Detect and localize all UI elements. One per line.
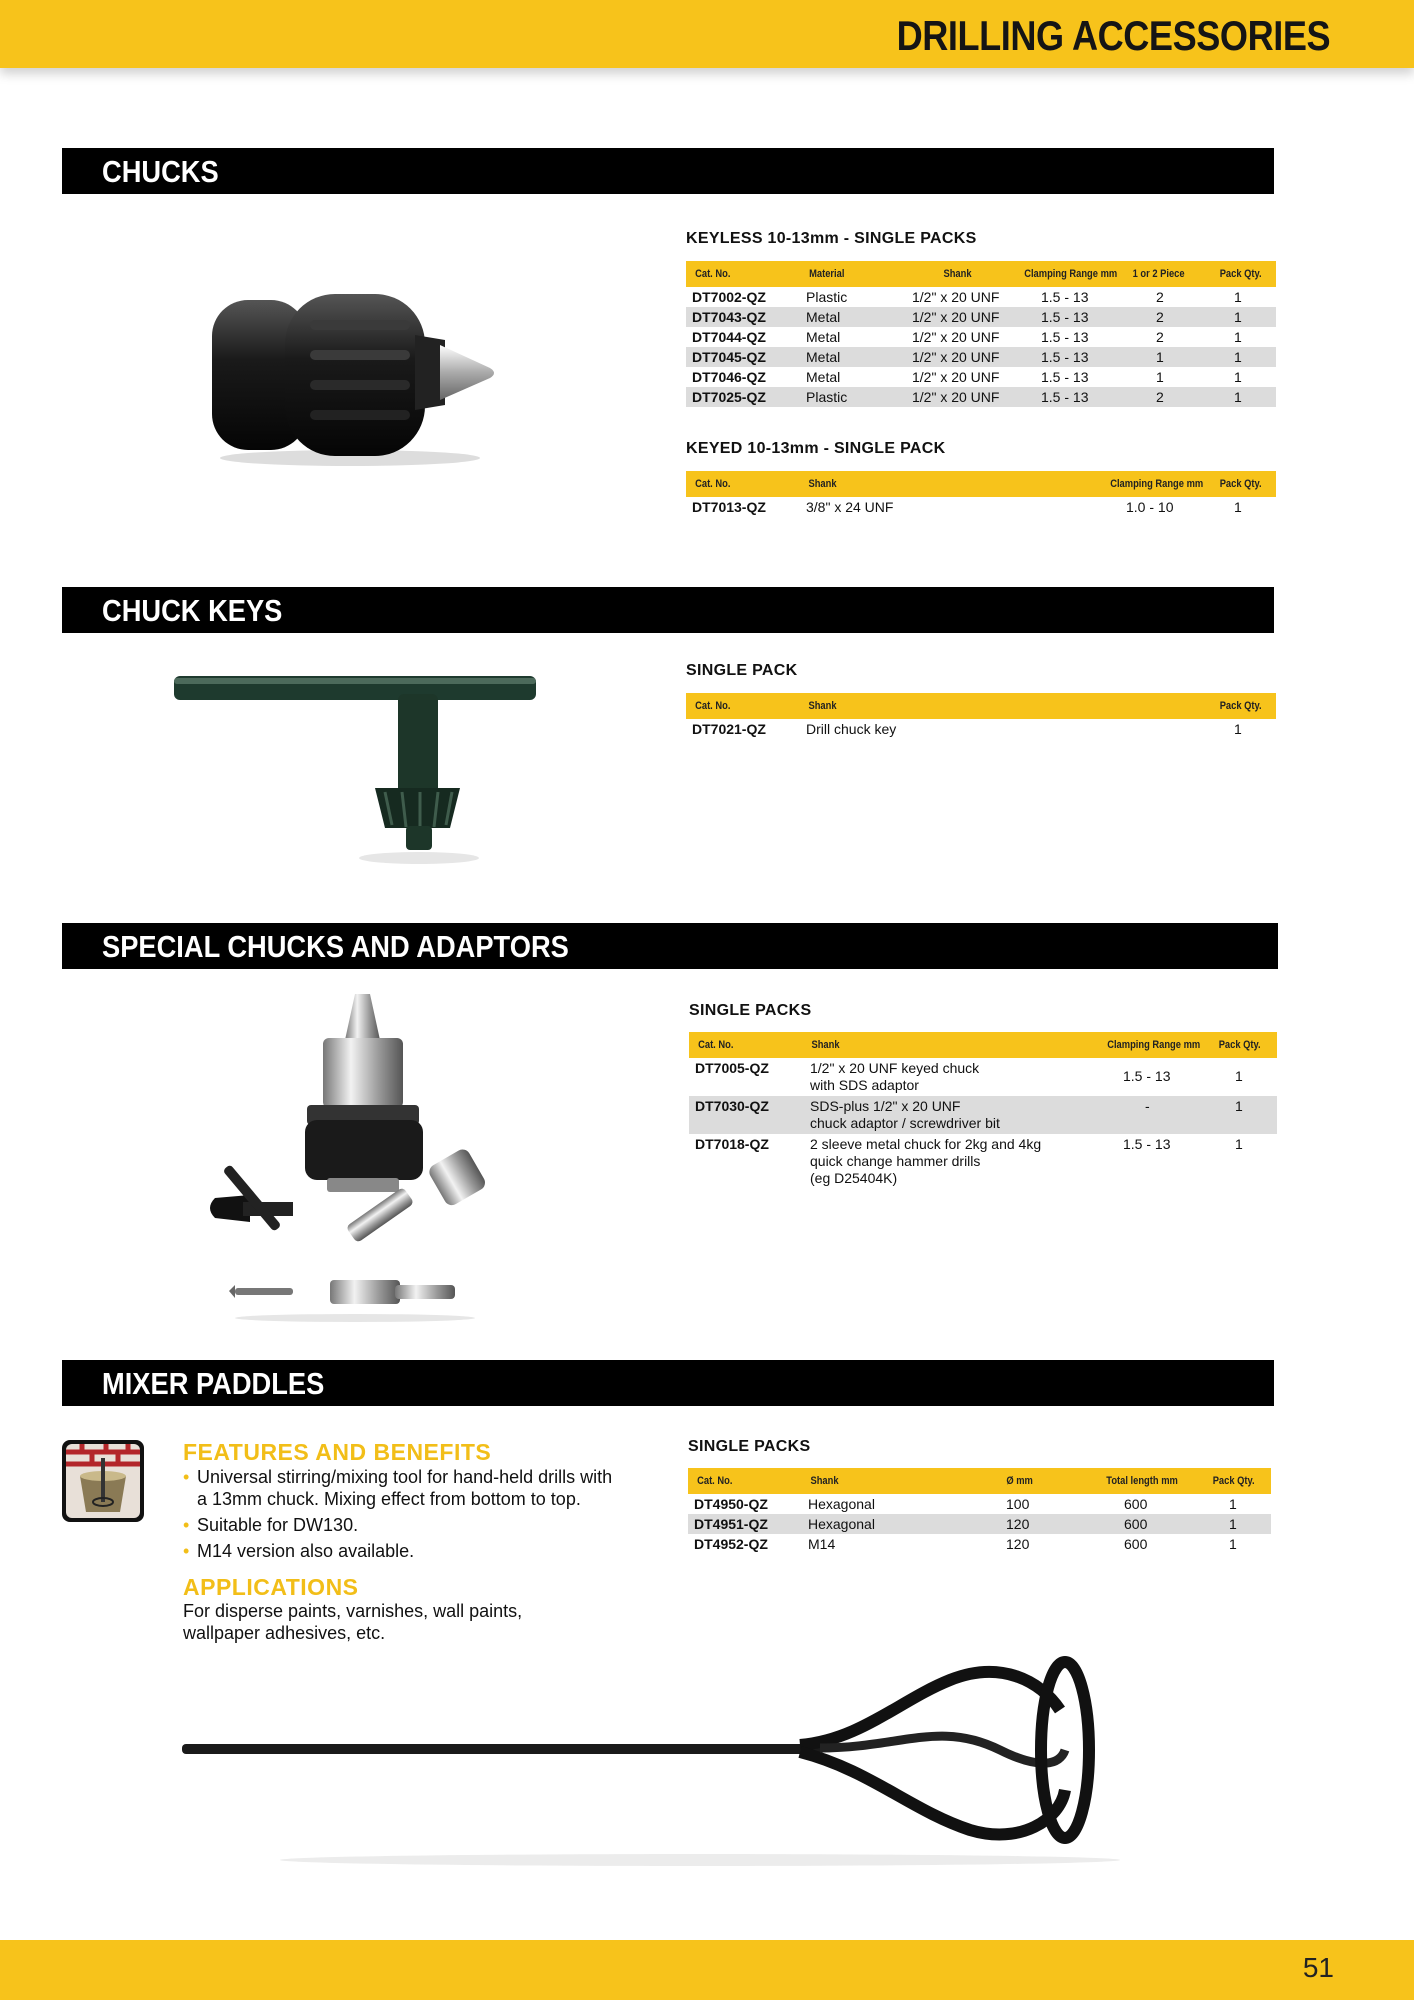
cell: 1 (1234, 369, 1242, 385)
cell: 1 (1235, 1068, 1243, 1084)
mixing-bucket-icon (62, 1440, 144, 1522)
cell: 1/2" x 20 UNF (912, 349, 1000, 365)
col-shank: Shank (808, 478, 837, 490)
section-header-chuck-keys (62, 587, 1274, 633)
cell-cat: DT4952-QZ (694, 1536, 768, 1552)
cell: Hexagonal (808, 1496, 875, 1512)
table-header (686, 471, 1276, 497)
table-header (686, 261, 1276, 287)
cell: (eg D25404K) (810, 1170, 898, 1186)
table-row (688, 1494, 1271, 1514)
col-shank: Shank (808, 700, 837, 712)
cell: 1.5 - 13 (1123, 1136, 1171, 1152)
cell: 1/2" x 20 UNF keyed chuck (810, 1060, 980, 1076)
col-pack-qty: Pack Qty. (1219, 268, 1262, 280)
cell: quick change hammer drills (810, 1153, 981, 1169)
cell: 1/2" x 20 UNF (912, 389, 1000, 405)
cell: 1 (1235, 1136, 1243, 1152)
cell: 1 (1156, 369, 1164, 385)
cell: 1.5 - 13 (1041, 309, 1089, 325)
table-row (686, 307, 1276, 327)
cell: Metal (806, 349, 841, 365)
cell: 1 (1234, 389, 1242, 405)
cell: Plastic (806, 389, 848, 405)
cell-cat: DT7045-QZ (692, 349, 766, 365)
keyless-chuck-image (200, 280, 510, 470)
cell: Drill chuck key (806, 721, 897, 737)
cell: 1.5 - 13 (1041, 329, 1089, 345)
col-clamping: Clamping Range mm (1024, 268, 1118, 280)
cell-cat: DT7043-QZ (692, 309, 766, 325)
section-header-chucks (62, 148, 1274, 194)
col-pack-qty: Pack Qty. (1219, 478, 1262, 490)
cell: 120 (1006, 1516, 1030, 1532)
list-item: • Suitable for DW130. (183, 1514, 623, 1536)
cell: - (1145, 1098, 1150, 1114)
chuck-key-image (170, 670, 540, 870)
table-header (688, 1468, 1271, 1494)
cell: 600 (1124, 1516, 1148, 1532)
cell: 2 sleeve metal chuck for 2kg and 4kg (810, 1136, 1042, 1152)
table-row (689, 1058, 1277, 1096)
cell: 1 (1234, 329, 1242, 345)
cell-cat: DT7013-QZ (692, 499, 766, 515)
col-material: Material (809, 268, 845, 280)
cell: 1.5 - 13 (1041, 389, 1089, 405)
cell: 1 (1229, 1496, 1237, 1512)
cell: Metal (806, 329, 841, 345)
cell: 120 (1006, 1536, 1030, 1552)
cell: 1 (1235, 1098, 1243, 1114)
cell: Plastic (806, 289, 848, 305)
section-title: SPECIAL CHUCKS AND ADAPTORS (102, 929, 569, 964)
section-header-mixer-paddles (62, 1360, 1274, 1406)
col-pack-qty: Pack Qty. (1218, 1039, 1261, 1051)
col-pack-qty: Pack Qty. (1212, 1475, 1255, 1487)
col-cat-no: Cat. No. (695, 700, 731, 712)
cell: 100 (1006, 1496, 1030, 1512)
col-clamping: Clamping Range mm (1107, 1039, 1201, 1051)
section-title: CHUCK KEYS (102, 593, 283, 628)
keyed-table (686, 471, 1276, 517)
col-shank: Shank (810, 1475, 839, 1487)
cell: 1/2" x 20 UNF (912, 329, 1000, 345)
cell: SDS-plus 1/2" x 20 UNF (810, 1098, 961, 1114)
page-number: 51 (1302, 1952, 1334, 1983)
keyless-table (686, 261, 1276, 407)
cell: 1.5 - 13 (1123, 1068, 1171, 1084)
col-pack-qty: Pack Qty. (1219, 700, 1262, 712)
cell: 600 (1124, 1496, 1148, 1512)
col-clamping: Clamping Range mm (1110, 478, 1204, 490)
cell: chuck adaptor / screwdriver bit (810, 1115, 1000, 1131)
cell: 1.0 - 10 (1126, 499, 1174, 515)
col-cat-no: Cat. No. (697, 1475, 733, 1487)
applications-text: For disperse paints, varnishes, wall paints, wallpaper adhesives, etc. (183, 1601, 523, 1643)
cell: 2 (1156, 309, 1164, 325)
cell-cat: DT7021-QZ (692, 721, 766, 737)
chuck-key-table (686, 693, 1276, 739)
cell: 1.5 - 13 (1041, 369, 1089, 385)
cell: 1 (1234, 349, 1242, 365)
cell: 1/2" x 20 UNF (912, 369, 1000, 385)
cell: Metal (806, 309, 841, 325)
cell: 1 (1234, 289, 1242, 305)
table-row (686, 367, 1276, 387)
page-title: DRILLING ACCESSORIES (896, 12, 1330, 59)
cell: 2 (1156, 389, 1164, 405)
cell: with SDS adaptor (810, 1077, 919, 1093)
cell: M14 (808, 1536, 836, 1552)
table-row (686, 347, 1276, 367)
cell: 1 (1156, 349, 1164, 365)
special-chucks-image (195, 990, 525, 1325)
mixer-paddle-image (180, 1640, 1150, 1870)
section-header-special-chucks (62, 923, 1278, 969)
cell: Hexagonal (808, 1516, 875, 1532)
table-row (688, 1514, 1271, 1534)
keyless-table-title: KEYLESS 10-13mm - SINGLE PACKS (686, 230, 977, 247)
col-pieces: 1 or 2 Piece (1132, 268, 1185, 280)
cell: 1 (1234, 721, 1242, 737)
cell-cat: DT7018-QZ (695, 1136, 769, 1152)
applications-heading: APPLICATIONS (183, 1574, 359, 1600)
cell-cat: DT4951-QZ (694, 1516, 768, 1532)
table-row (689, 1134, 1277, 1190)
cell-cat: DT7046-QZ (692, 369, 766, 385)
cell: 1 (1234, 499, 1242, 515)
table-header (686, 693, 1276, 719)
cell: 3/8" x 24 UNF (806, 499, 894, 515)
col-cat-no: Cat. No. (698, 1039, 734, 1051)
cell: 1 (1234, 309, 1242, 325)
cell-cat: DT7005-QZ (695, 1060, 769, 1076)
list-item: • M14 version also available. (183, 1540, 623, 1562)
cell-cat: DT7044-QZ (692, 329, 766, 345)
chuck-key-table-title: SINGLE PACK (686, 662, 798, 679)
table-header (689, 1032, 1277, 1058)
table-row (686, 497, 1276, 517)
cell-cat: DT4950-QZ (694, 1496, 768, 1512)
table-row (686, 287, 1276, 307)
keyed-table-title: KEYED 10-13mm - SINGLE PACK (686, 440, 946, 457)
table-row (686, 327, 1276, 347)
cell: 1 (1229, 1536, 1237, 1552)
col-length: Total length mm (1106, 1475, 1178, 1487)
cell: 2 (1156, 289, 1164, 305)
cell: 1.5 - 13 (1041, 289, 1089, 305)
features-list (183, 1466, 623, 1566)
cell: Metal (806, 369, 841, 385)
col-shank: Shank (811, 1039, 840, 1051)
features-heading: FEATURES AND BENEFITS (183, 1439, 492, 1465)
cell: 600 (1124, 1536, 1148, 1552)
cell-cat: DT7002-QZ (692, 289, 766, 305)
mixer-table (688, 1468, 1271, 1554)
cell: 1/2" x 20 UNF (912, 289, 1000, 305)
footer-bar (0, 1940, 1414, 2000)
cell: 2 (1156, 329, 1164, 345)
col-diameter: Ø mm (1006, 1475, 1033, 1487)
table-row (688, 1534, 1271, 1554)
col-cat-no: Cat. No. (695, 268, 731, 280)
list-item: • Universal stirring/mixing tool for hand-held drills with a 13mm chuck. Mixing effect from bottom to top. (183, 1466, 623, 1510)
cell: 1 (1229, 1516, 1237, 1532)
cell: 1/2" x 20 UNF (912, 309, 1000, 325)
special-table (689, 1032, 1277, 1190)
header-bar (0, 0, 1414, 68)
table-row (689, 1096, 1277, 1134)
special-table-title: SINGLE PACKS (689, 1002, 812, 1019)
section-title: MIXER PADDLES (102, 1366, 325, 1401)
col-shank: Shank (943, 268, 972, 280)
cell-cat: DT7030-QZ (695, 1098, 769, 1114)
table-row (686, 387, 1276, 407)
section-title: CHUCKS (102, 154, 219, 189)
mixer-table-title: SINGLE PACKS (688, 1438, 811, 1455)
col-cat-no: Cat. No. (695, 478, 731, 490)
cell-cat: DT7025-QZ (692, 389, 766, 405)
cell: 1.5 - 13 (1041, 349, 1089, 365)
table-row (686, 719, 1276, 739)
